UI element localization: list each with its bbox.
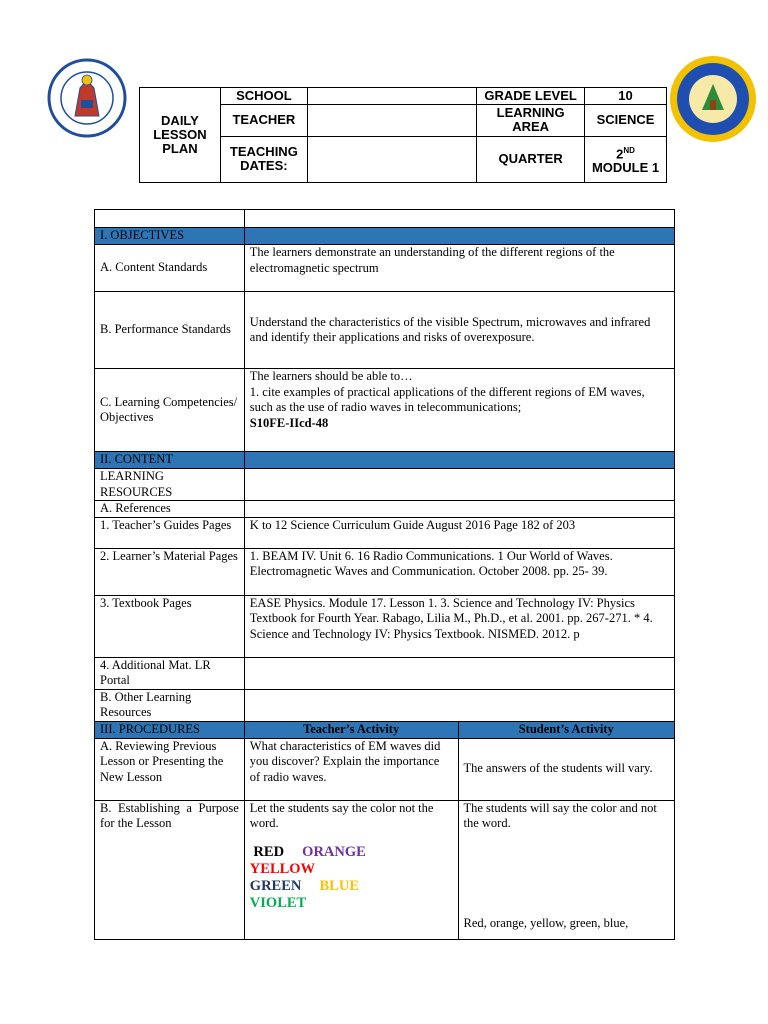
- learning-resources-label: LEARNING RESOURCES: [95, 469, 245, 501]
- reviewing-lesson-label: A. Reviewing Previous Lesson or Presenting the New Lesson: [95, 738, 245, 800]
- textbook-pages-text: EASE Physics. Module 17. Lesson 1. 3. Science and Technology IV: Physics Textbook for Fourth Year. Rabago, Lilia M., Ph.D., et al. 2001. pp. 267-271. * 4. Science and Technology IV: Physics Textbook. NISMED. 2012. p: [244, 595, 674, 657]
- reviewing-teacher-activity: What characteristics of EM waves did you discover? Explain the importance of radio waves.: [244, 738, 458, 800]
- purpose-student-text: The students will say the color and not the word.: [463, 800, 657, 830]
- color-word-list: [250, 844, 453, 912]
- teachers-guide-text: K to 12 Science Curriculum Guide August 2016 Page 182 of 203: [244, 517, 674, 548]
- purpose-student-answer: Red, orange, yellow, green, blue,: [463, 915, 629, 930]
- competencies-code: S10FE-IIcd-48: [249, 415, 329, 430]
- objectives-heading: I. OBJECTIVES: [95, 228, 245, 245]
- purpose-teacher-text: Let the students say the color not the word.: [249, 800, 434, 830]
- purpose-student-activity: [458, 800, 675, 939]
- color-word-violet: VIOLET: [249, 894, 307, 911]
- color-word-red: RED: [253, 843, 285, 860]
- competencies-intro: The learners should be able to…: [249, 369, 413, 383]
- learning-competencies-label: C. Learning Competencies/ Objectives: [95, 369, 245, 452]
- grade-level-value: 10: [585, 88, 667, 105]
- purpose-label: B. Establishing a Purpose for the Lesson: [95, 800, 245, 939]
- school-seal-logo: [668, 54, 758, 144]
- teacher-activity-header: Teacher’s Activity: [244, 721, 458, 738]
- color-word-blue: BLUE: [319, 877, 359, 894]
- content-heading: II. CONTENT: [95, 452, 245, 469]
- learning-area-label: LEARNING AREA: [477, 105, 585, 136]
- school-value: [307, 88, 476, 105]
- learning-competencies-text: [244, 369, 674, 452]
- quarter-module-value: 2ND MODULE 1: [585, 136, 667, 183]
- teaching-dates-label: TEACHING DATES:: [220, 136, 307, 183]
- references-label: A. References: [95, 501, 245, 518]
- teacher-label: TEACHER: [220, 105, 307, 136]
- competencies-item: 1. cite examples of practical applications of the different regions of EM waves, such as the use of radio waves in telecommunications;: [249, 384, 645, 414]
- performance-standards-text: Understand the characteristics of the visible Spectrum, microwaves and infrared and identify their applications and risks of overexposure.: [244, 292, 674, 369]
- textbook-pages-label: 3. Textbook Pages: [95, 595, 245, 657]
- teacher-value: [307, 105, 476, 136]
- learning-area-value: SCIENCE: [585, 105, 667, 136]
- lesson-plan-header: [139, 87, 667, 183]
- content-standards-label: A. Content Standards: [95, 245, 245, 292]
- reviewing-student-activity: The answers of the students will vary.: [458, 738, 675, 800]
- lesson-plan-table: [94, 209, 675, 940]
- procedures-heading: III. PROCEDURES: [95, 721, 245, 738]
- learners-material-label: 2. Learner’s Material Pages: [95, 548, 245, 595]
- performance-standards-label: B. Performance Standards: [95, 292, 245, 369]
- header-title: DAILY LESSON PLAN: [140, 88, 221, 183]
- color-word-yellow: YELLOW: [249, 860, 316, 877]
- content-standards-text: The learners demonstrate an understanding of the different regions of the electromagnetic spectrum: [244, 245, 674, 292]
- other-resources-label: B. Other Learning Resources: [95, 689, 245, 721]
- teaching-dates-value: [307, 136, 476, 183]
- purpose-teacher-activity: [244, 800, 458, 939]
- quarter-label: QUARTER: [477, 136, 585, 183]
- color-word-green: GREEN: [249, 877, 302, 894]
- color-word-orange: ORANGE: [302, 843, 366, 860]
- deped-seal-logo: [42, 58, 132, 138]
- school-label: SCHOOL: [220, 88, 307, 105]
- learners-material-text: 1. BEAM IV. Unit 6. 16 Radio Communications. 1 Our World of Waves. Electromagnetic Waves and Communication. October 2008. pp. 25- 39.: [244, 548, 674, 595]
- grade-level-label: GRADE LEVEL: [477, 88, 585, 105]
- teachers-guide-label: 1. Teacher’s Guides Pages: [95, 517, 245, 548]
- student-activity-header: Student’s Activity: [458, 721, 675, 738]
- additional-materials-label: 4. Additional Mat. LR Portal: [95, 657, 245, 689]
